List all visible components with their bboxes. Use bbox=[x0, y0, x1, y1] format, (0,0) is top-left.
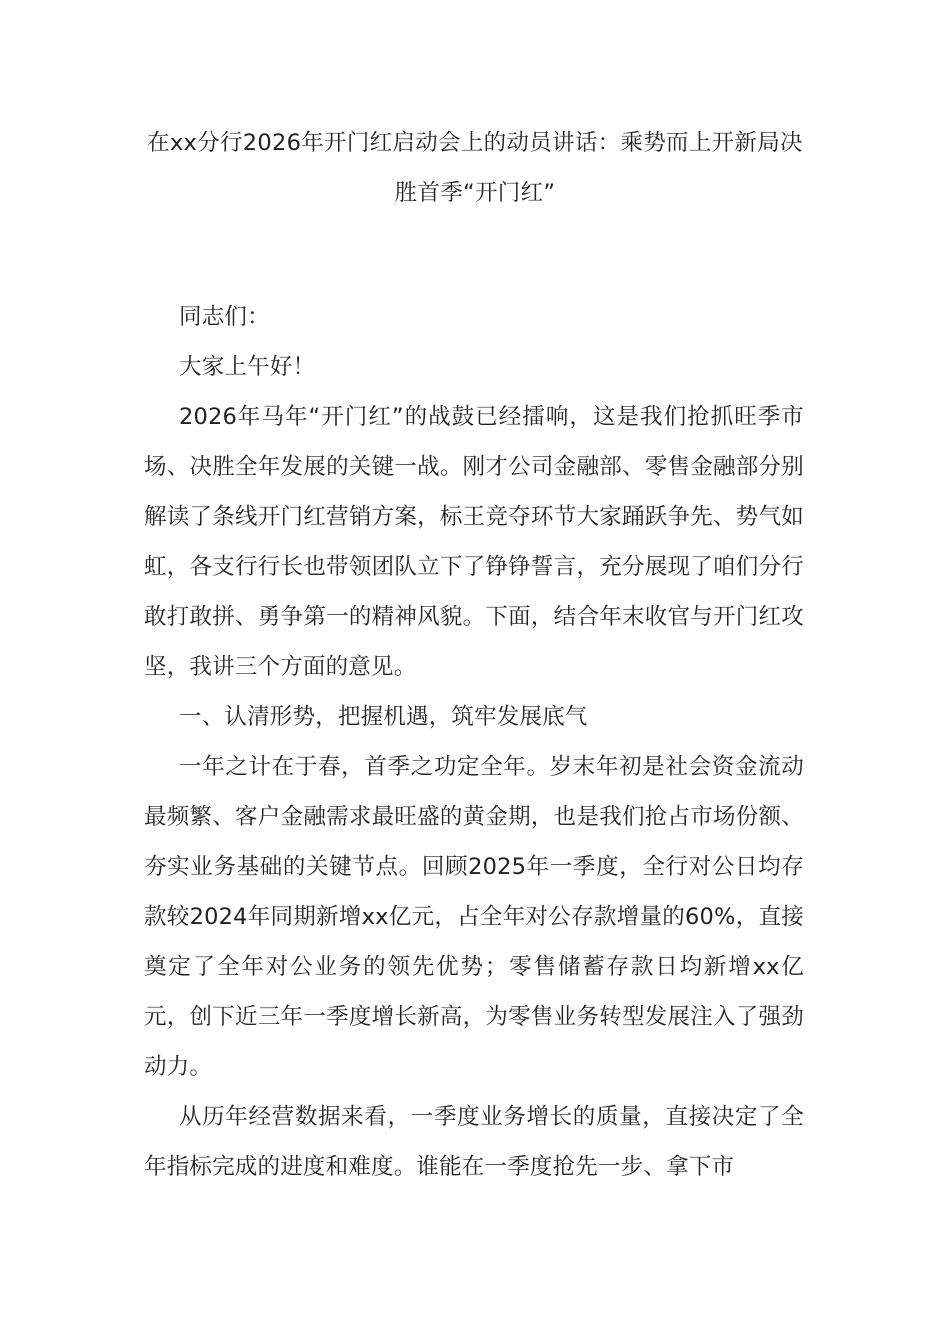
document-body bbox=[144, 292, 804, 1192]
paragraph-intro: 2026年马年“开门红”的战鼓已经擂响，这是我们抢抓旺季市场、决胜全年发展的关键一战。刚才公司金融部、零售金融部分别解读了条线开门红营销方案，标王竞夺环节大家踊跃争先、势气如虹，各支行行长也带领团队立下了铮铮誓言，充分展现了咱们分行敢打敢拼、勇争第一的精神风貌。下面，结合年末收官与开门红攻坚，我讲三个方面的意见。 bbox=[144, 404, 804, 680]
greeting: 大家上午好！ bbox=[179, 354, 316, 380]
paragraph-history: 从历年经营数据来看，一季度业务增长的质量，直接决定了全年指标完成的进度和难度。谁能在一季度抢先一步、拿下市 bbox=[144, 1104, 804, 1180]
salutation: 同志们： bbox=[179, 304, 270, 330]
paragraph-season: 一年之计在于春，首季之功定全年。岁末年初是社会资金流动最频繁、客户金融需求最旺盛的黄金期，也是我们抢占市场份额、夯实业务基础的关键节点。回顾2025年一季度，全行对公日均存款较2024年同期新增xx亿元，占全年对公存款增量的60%，直接奠定了全年对公业务的领先优势；零售储蓄存款日均新增xx亿元，创下近三年一季度增长新高，为零售业务转型发展注入了强劲动力。 bbox=[144, 754, 804, 1080]
document-title: 在xx分行2026年开门红启动会上的动员讲话：乘势而上开新局决胜首季“开门红” bbox=[147, 130, 803, 206]
section-heading-1: 一、认清形势，把握机遇，筑牢发展底气 bbox=[179, 704, 588, 730]
